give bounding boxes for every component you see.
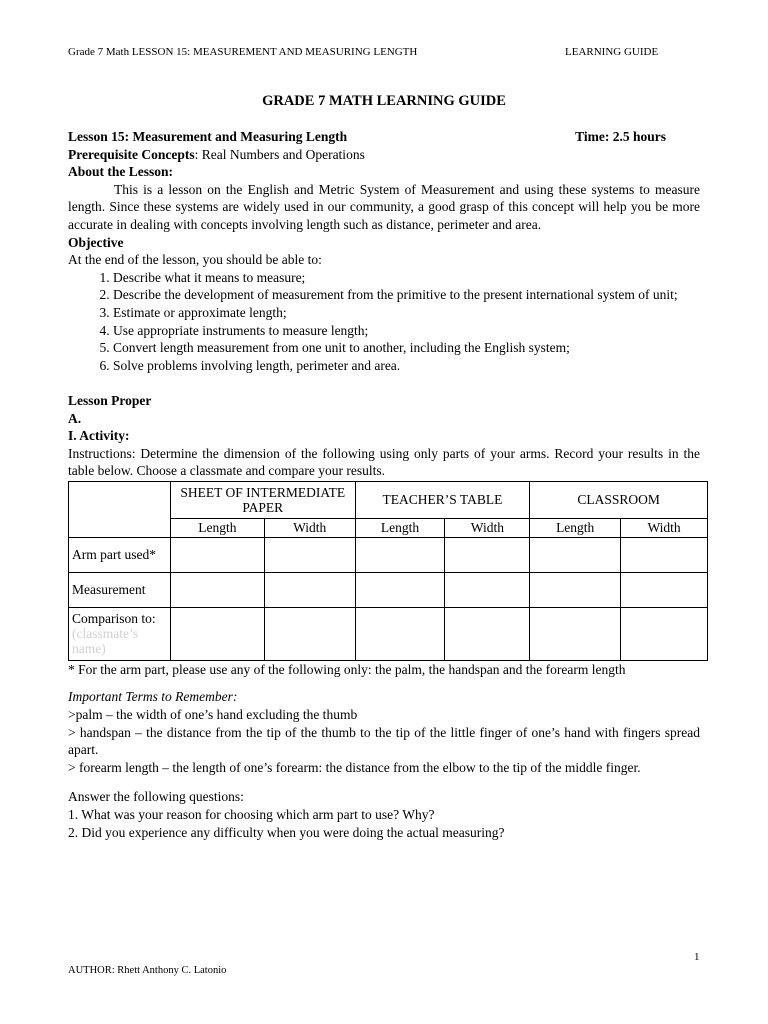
lesson-name: Lesson 15: Measurement and Measuring Length	[68, 129, 348, 144]
table-subheader: Length	[355, 518, 445, 537]
page-title: GRADE 7 MATH LEARNING GUIDE	[262, 93, 506, 109]
term-item: > handspan – the distance from the tip of the thumb to the tip of the little finger of one’s hand with fingers spread apart.	[68, 724, 700, 758]
table-input-cell[interactable]	[170, 607, 264, 660]
table-corner-cell	[69, 481, 171, 537]
question-item: 2. Did you experience any difficulty when you were doing the actual measuring?	[68, 824, 505, 840]
running-header-right: LEARNING GUIDE	[565, 46, 659, 58]
table-input-cell[interactable]	[355, 572, 445, 607]
prerequisite-line	[68, 146, 700, 164]
activity-table	[68, 481, 708, 661]
questions-intro: Answer the following questions:	[68, 789, 244, 805]
page-number: 1	[694, 951, 700, 963]
table-row-label: Arm part used*	[69, 537, 171, 572]
table-input-cell[interactable]	[445, 537, 530, 572]
author-footer: AUTHOR: Rhett Anthony C. Latonio	[68, 965, 227, 976]
terms-heading: Important Terms to Remember:	[68, 689, 238, 705]
objective-item: 1. Describe what it means to measure;	[113, 269, 700, 287]
table-input-cell[interactable]	[621, 607, 708, 660]
table-input-cell[interactable]	[355, 537, 445, 572]
table-input-cell[interactable]	[264, 607, 355, 660]
about-heading: About the Lesson:	[68, 164, 174, 180]
table-subheader: Width	[264, 518, 355, 537]
table-input-cell[interactable]	[355, 607, 445, 660]
objective-list	[68, 269, 700, 375]
table-input-cell[interactable]	[530, 607, 621, 660]
table-input-cell[interactable]	[170, 537, 264, 572]
main-content	[68, 128, 700, 841]
objective-intro: At the end of the lesson, you should be able to:	[68, 252, 322, 268]
table-input-cell[interactable]	[530, 537, 621, 572]
objective-item: 4. Use appropriate instruments to measure length;	[113, 322, 700, 340]
term-item: > forearm length – the length of one’s forearm: the distance from the elbow to the tip of the middle finger.	[68, 759, 641, 775]
objective-heading: Objective	[68, 234, 124, 250]
prerequisite-value: : Real Numbers and Operations	[194, 146, 365, 162]
term-item: >palm – the width of one’s hand excluding the thumb	[68, 707, 358, 723]
objective-item: 6. Solve problems involving length, perimeter and area.	[113, 357, 700, 375]
lesson-time: Time: 2.5 hours	[575, 129, 666, 144]
table-row-label: Comparison to:	[72, 611, 156, 627]
table-input-cell[interactable]	[445, 572, 530, 607]
question-item: 1. What was your reason for choosing which arm part to use? Why?	[68, 807, 435, 823]
lesson-title-row	[68, 128, 700, 146]
table-subheader: Length	[170, 518, 264, 537]
prerequisite-label: Prerequisite Concepts	[68, 146, 195, 162]
table-input-cell[interactable]	[264, 537, 355, 572]
table-input-cell[interactable]	[621, 537, 708, 572]
table-row-label: Measurement	[69, 572, 171, 607]
table-input-cell[interactable]	[530, 572, 621, 607]
table-group-header: TEACHER’S TABLE	[355, 481, 530, 518]
table-input-cell[interactable]	[264, 572, 355, 607]
table-footnote: * For the arm part, please use any of the following only: the palm, the handspan and the forearm length	[68, 661, 626, 677]
table-input-cell[interactable]	[170, 572, 264, 607]
table-subheader: Width	[621, 518, 708, 537]
objective-item: 2. Describe the development of measurement from the primitive to the present international system of unit;	[113, 286, 700, 304]
table-row-label-comparison	[69, 607, 171, 660]
table-subheader: Length	[530, 518, 621, 537]
running-header-left: Grade 7 Math LESSON 15: MEASUREMENT AND MEASURING LENGTH	[68, 46, 418, 58]
classmate-name-hint: (classmate’s name)	[72, 626, 138, 657]
table-input-cell[interactable]	[445, 607, 530, 660]
table-group-header: CLASSROOM	[530, 481, 708, 518]
lesson-proper-heading: Lesson Proper	[68, 392, 152, 408]
activity-heading: I. Activity:	[68, 428, 130, 444]
activity-instructions: Instructions: Determine the dimension of the following using only parts of your arms. Record your results in the table below. Choose a classmate and compare your results.	[68, 445, 700, 479]
table-group-header: SHEET OF INTERMEDIATE PAPER	[170, 481, 355, 518]
objective-item: 3. Estimate or approximate length;	[113, 304, 700, 322]
table-input-cell[interactable]	[621, 572, 708, 607]
section-label: A.	[68, 410, 82, 426]
table-subheader: Width	[445, 518, 530, 537]
objective-item: 5. Convert length measurement from one unit to another, including the English system;	[113, 339, 700, 357]
about-text: This is a lesson on the English and Metric System of Measurement and using these systems to measure length. Since these systems are widely used in our community, a good grasp of this concept will help you be more accurate in dealing with concepts involving length such as distance, perimeter and area.	[68, 181, 700, 232]
